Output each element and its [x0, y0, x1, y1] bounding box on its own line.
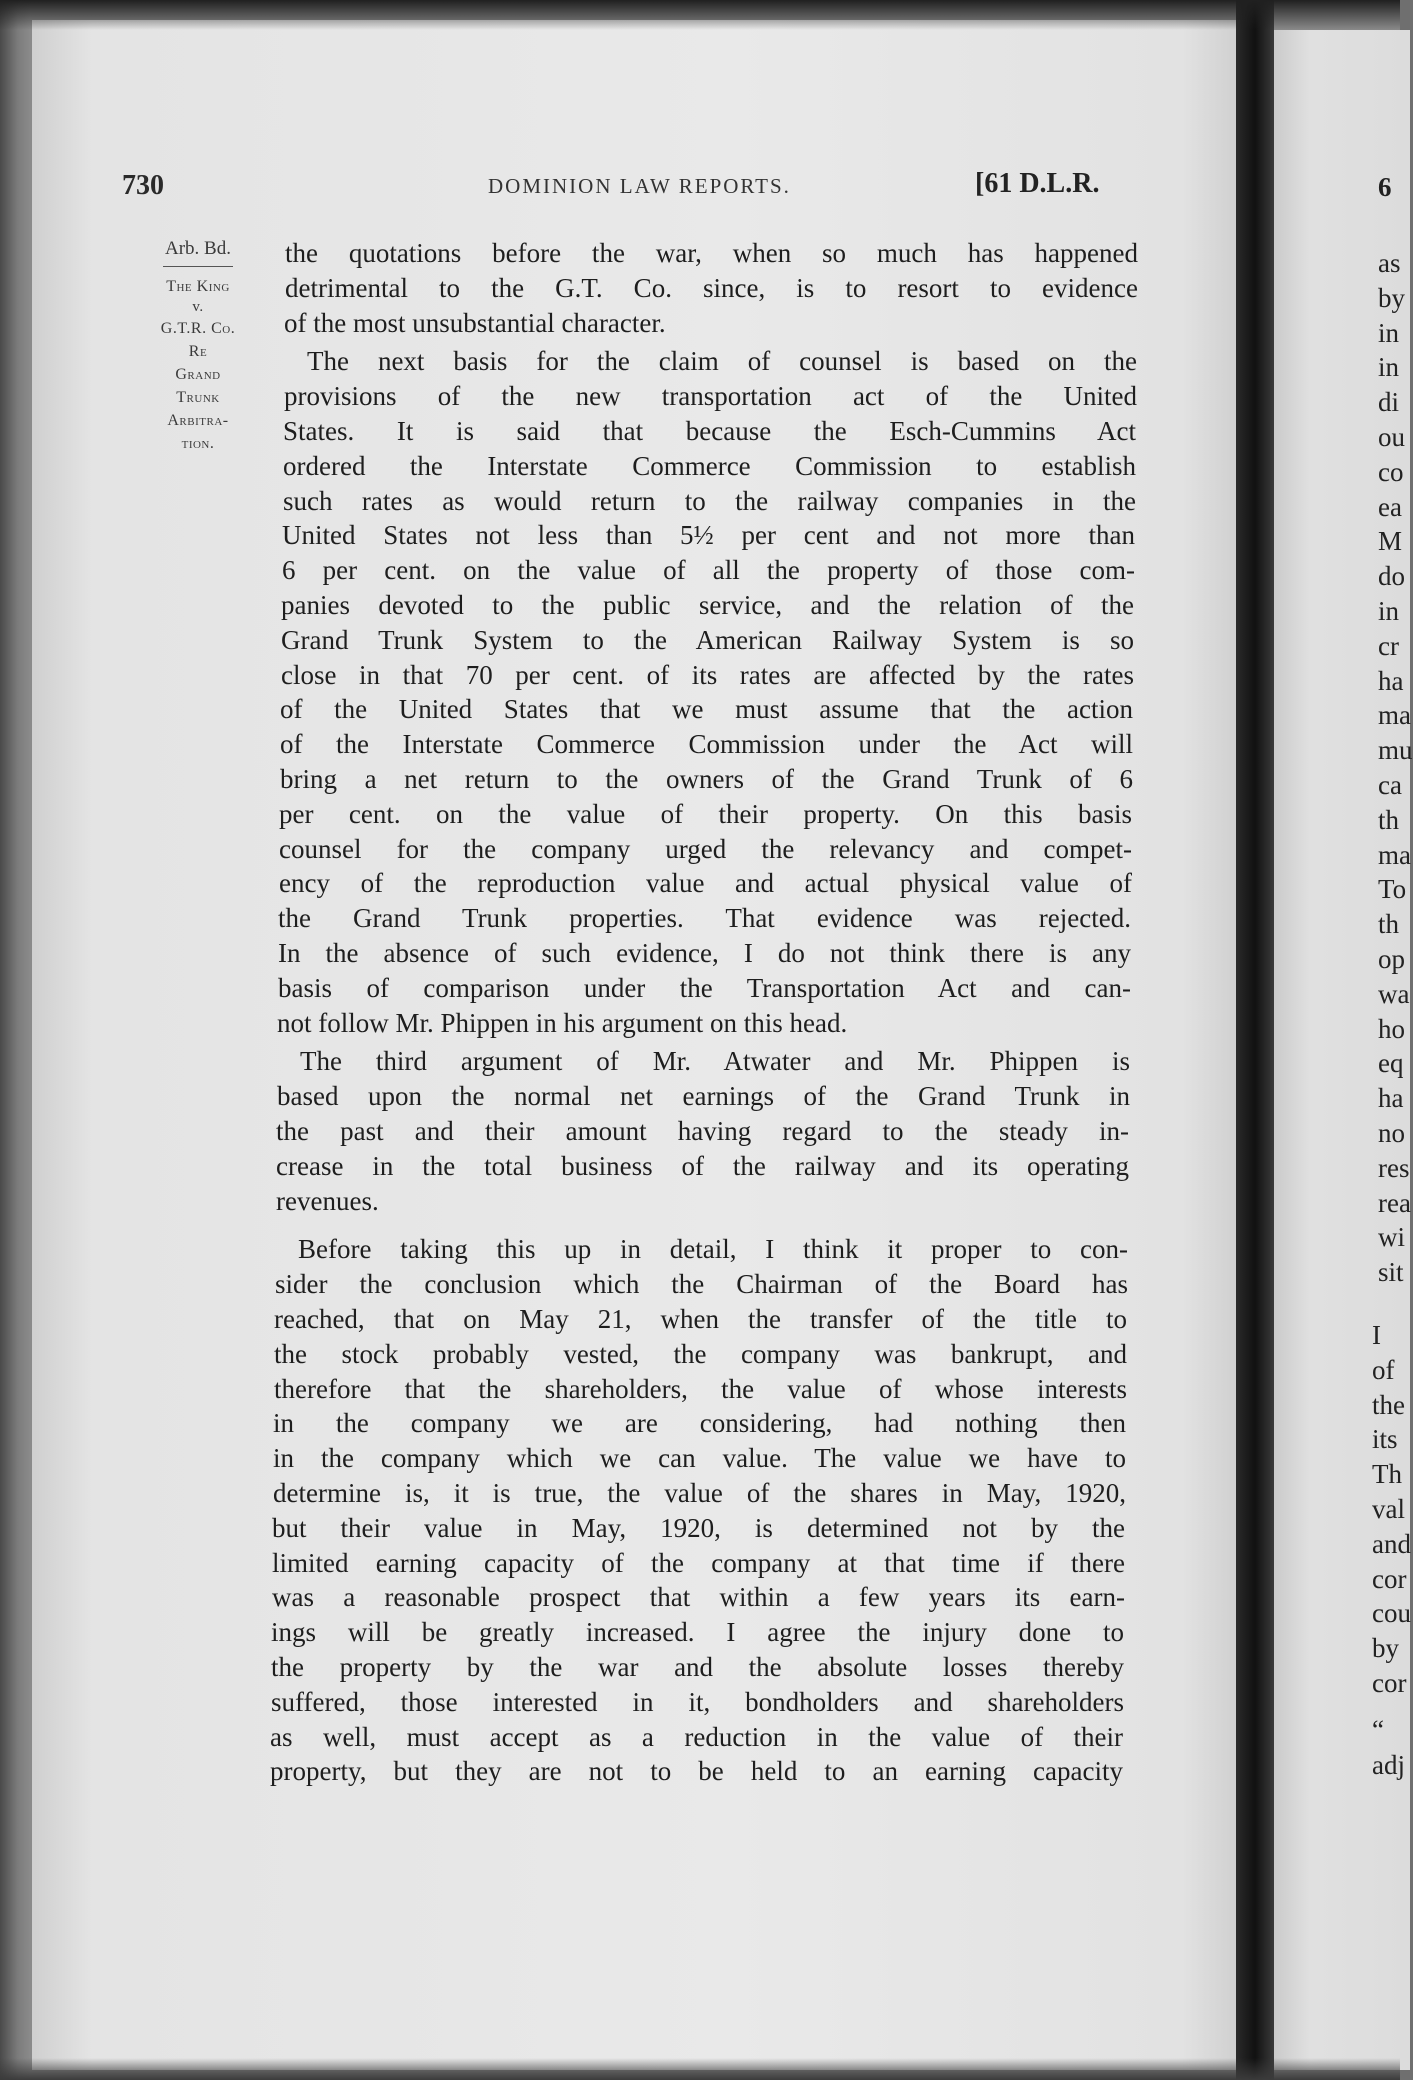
body-line: suffered, those interested in it, bondholders and shareholders — [271, 1687, 1124, 1717]
right-page-fragment: M — [1378, 526, 1403, 556]
right-page-fragment: ho — [1378, 1014, 1405, 1044]
right-page-fragment: sit — [1378, 1257, 1404, 1287]
body-line: but their value in May, 1920, is determined not by the — [272, 1513, 1125, 1543]
body-line: provisions of the new transportation act of the United — [284, 381, 1137, 411]
right-page-fragment: ea — [1378, 492, 1402, 522]
sidenote-court: Arb. Bd. — [165, 238, 231, 259]
right-page-fragment: ma — [1378, 840, 1411, 870]
body-line: United States not less than 5½ per cent and not more than — [282, 520, 1135, 550]
body-line: property, but they are not to be held to an earning capacity — [270, 1756, 1123, 1786]
body-line: was a reasonable prospect that within a few years its earn- — [272, 1582, 1125, 1612]
right-page-fragment: To — [1378, 874, 1407, 904]
right-page-fragment: do — [1378, 561, 1405, 591]
right-page-fragment: and — [1372, 1529, 1411, 1559]
body-line: ordered the Interstate Commerce Commission to establish — [283, 451, 1136, 481]
right-page-fragment: ha — [1378, 1083, 1404, 1113]
body-line: The next basis for the claim of counsel is based on the — [307, 346, 1137, 376]
body-line: as well, must accept as a reduction in the value of their — [270, 1722, 1123, 1752]
body-line: the quotations before the war, when so much has happened — [285, 238, 1138, 268]
sidenote-line: tion. — [181, 435, 215, 452]
body-line: panies devoted to the public service, and the relation of the — [281, 590, 1134, 620]
right-page-fragment: its — [1372, 1424, 1398, 1454]
body-line: not follow Mr. Phippen in his argument on this head. — [277, 1008, 848, 1038]
right-page-fragment: by — [1378, 283, 1405, 313]
right-page-fragment: in — [1378, 352, 1400, 382]
body-line: of the Interstate Commerce Commission under the Act will — [280, 729, 1133, 759]
body-line: counsel for the company urged the relevancy and compet- — [279, 834, 1132, 864]
right-page-fragment: as — [1378, 248, 1401, 278]
right-page-fragment: th — [1378, 909, 1400, 939]
body-line: Before taking this up in detail, I think it proper to con- — [298, 1234, 1128, 1264]
right-page-fragment: ha — [1378, 666, 1404, 696]
sidenote-line: G.T.R. Co. — [160, 320, 236, 337]
right-page-fragment: no — [1378, 1118, 1405, 1148]
body-line: ency of the reproduction value and actual physical value of — [279, 868, 1132, 898]
right-page-fragment: ou — [1378, 422, 1405, 452]
right-page-fragment: wi — [1378, 1222, 1405, 1252]
body-line: of the United States that we must assume that the action — [280, 694, 1133, 724]
right-page-fragment: eq — [1378, 1048, 1404, 1078]
body-line: limited earning capacity of the company at that time if there — [272, 1548, 1125, 1578]
body-line: such rates as would return to the railway companies in the — [283, 486, 1136, 516]
body-line: 6 per cent. on the value of all the property of those com- — [282, 555, 1135, 585]
right-page-fragment: adj — [1372, 1750, 1405, 1780]
sidenote-line: Trunk — [176, 389, 220, 406]
body-line: detrimental to the G.T. Co. since, is to resort to evidence — [285, 273, 1138, 303]
sidenote-line: Grand — [175, 366, 221, 383]
right-page-fragment: cor — [1372, 1668, 1407, 1698]
right-page-fragment: in — [1378, 596, 1400, 626]
body-line: The third argument of Mr. Atwater and Mr. Phippen is — [300, 1046, 1130, 1076]
right-page-fragment: ma — [1378, 700, 1411, 730]
right-page-fragment: cou — [1372, 1598, 1411, 1628]
right-page-fragment: mu — [1378, 735, 1413, 765]
running-title: DOMINION LAW REPORTS. — [488, 174, 791, 198]
body-line: In the absence of such evidence, I do not think there is any — [278, 938, 1131, 968]
right-page-fragment: in — [1378, 318, 1400, 348]
right-page-fragment: op — [1378, 944, 1405, 974]
body-line: crease in the total business of the railway and its operating — [276, 1151, 1129, 1181]
body-line: ings will be greatly increased. I agree the injury done to — [271, 1617, 1124, 1647]
body-line: based upon the normal net earnings of the Grand Trunk in — [277, 1081, 1130, 1111]
right-page-fragment: by — [1372, 1633, 1399, 1663]
body-line: the property by the war and the absolute losses thereby — [271, 1652, 1124, 1682]
body-line: revenues. — [276, 1186, 379, 1216]
page-number: 730 — [122, 170, 164, 201]
body-line: bring a net return to the owners of the Grand Trunk of 6 — [280, 764, 1133, 794]
body-line: the Grand Trunk properties. That evidence was rejected. — [278, 903, 1131, 933]
right-page-fragment: the — [1372, 1390, 1405, 1420]
body-line: in the company we are considering, had nothing then — [273, 1408, 1126, 1438]
right-page-fragment: res — [1378, 1153, 1410, 1183]
body-line: therefore that the shareholders, the value of whose interests — [274, 1374, 1127, 1404]
right-page-fragment: ca — [1378, 770, 1402, 800]
body-line: of the most unsubstantial character. — [284, 308, 666, 338]
body-line: in the company which we can value. The value we have to — [273, 1443, 1126, 1473]
sidenote-line: Arbitra- — [167, 412, 229, 429]
right-page-fragment: cr — [1378, 631, 1399, 661]
right-page-fragment: I — [1372, 1320, 1381, 1350]
body-line: States. It is said that because the Esch-Cummins Act — [283, 416, 1136, 446]
right-page-fragment: th — [1378, 805, 1400, 835]
volume-reference: [61 D.L.R. — [975, 168, 1100, 199]
right-page-fragment: cor — [1372, 1564, 1407, 1594]
right-page-fragment: di — [1378, 387, 1400, 417]
body-line: close in that 70 per cent. of its rates are affected by the rates — [281, 660, 1134, 690]
body-line: reached, that on May 21, when the transfer of the title to — [274, 1304, 1127, 1334]
right-page-fragment: val — [1372, 1494, 1405, 1524]
right-page-fragment: wa — [1378, 979, 1410, 1009]
right-page-fragment: co — [1378, 457, 1404, 487]
sidenote-line: v. — [192, 299, 204, 315]
right-page-fragment: “ — [1372, 1715, 1384, 1745]
right-page-fragment: of — [1372, 1355, 1395, 1385]
body-line: Grand Trunk System to the American Railway System is so — [281, 625, 1134, 655]
sidenote-line: The King — [166, 278, 230, 295]
sidenote-line: Re — [188, 343, 208, 360]
body-line: basis of comparison under the Transportation Act and can- — [278, 973, 1131, 1003]
body-line: per cent. on the value of their property. On this basis — [279, 799, 1132, 829]
body-line: the stock probably vested, the company was bankrupt, and — [274, 1339, 1127, 1369]
next-page-header-fragment: 6 — [1378, 172, 1392, 202]
body-line: determine is, it is true, the value of the shares in May, 1920, — [273, 1478, 1126, 1508]
right-page-fragment: Th — [1372, 1459, 1402, 1489]
body-line: sider the conclusion which the Chairman of the Board has — [275, 1269, 1128, 1299]
right-page-fragment: rea — [1378, 1188, 1411, 1218]
body-line: the past and their amount having regard to the steady in- — [276, 1116, 1129, 1146]
